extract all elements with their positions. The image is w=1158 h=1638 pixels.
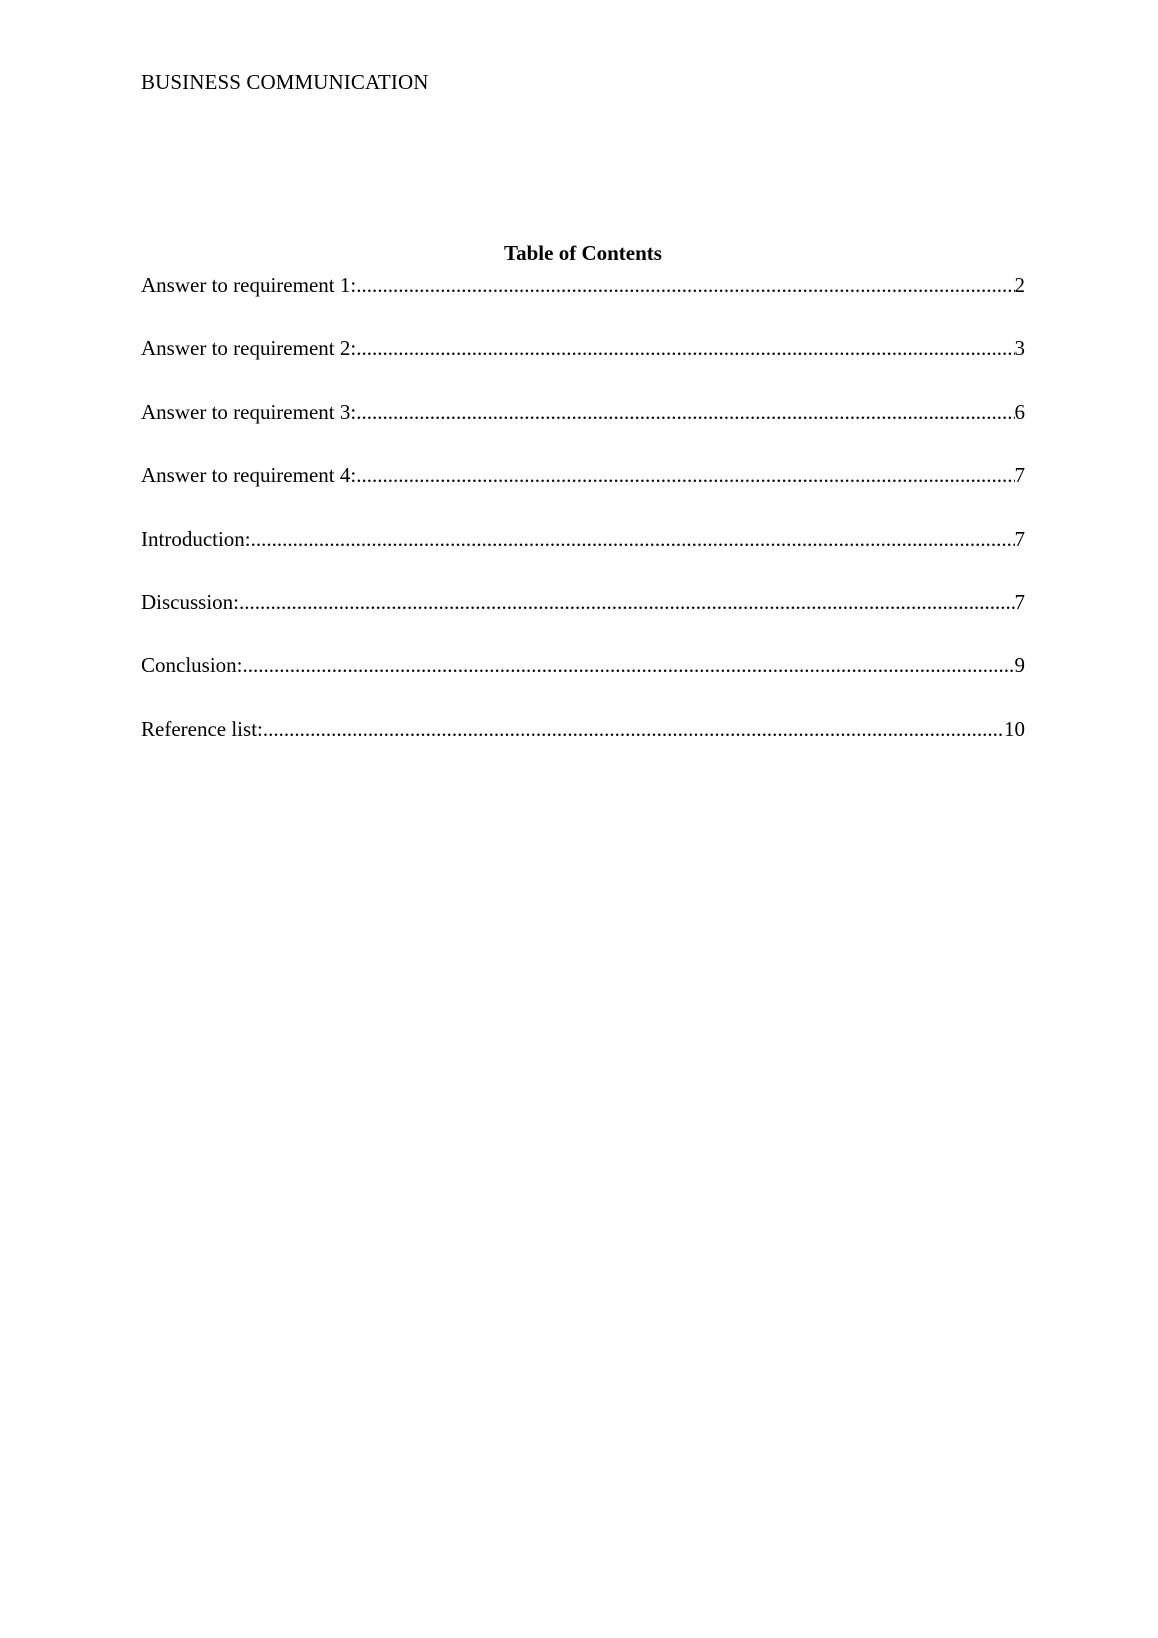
running-header: BUSINESS COMMUNICATION — [141, 70, 429, 94]
toc-entry-label: Conclusion: — [141, 653, 243, 678]
dot-leader — [243, 652, 1015, 678]
toc-entry[interactable] — [141, 399, 1025, 462]
dot-leader — [356, 462, 1014, 488]
toc-entry-label: Answer to requirement 2: — [141, 336, 357, 361]
toc-entry[interactable] — [141, 272, 1025, 335]
dot-leader — [356, 335, 1014, 361]
toc-entry-label: Answer to requirement 1: — [141, 273, 357, 297]
toc-entry-label: Answer to requirement 3: — [141, 399, 357, 424]
toc-entry-label: Answer to requirement 4: — [141, 463, 357, 488]
toc-entry-page: 7 — [1014, 589, 1025, 614]
toc-entry-label: Reference list: — [141, 716, 263, 741]
toc-entry-page: 6 — [1014, 399, 1025, 424]
toc-entry[interactable] — [141, 335, 1025, 398]
toc-entry-page: 9 — [1014, 653, 1025, 678]
toc-entry-page: 2 — [1014, 273, 1025, 297]
dot-leader — [356, 399, 1014, 425]
dot-leader — [356, 272, 1014, 298]
dot-leader — [263, 716, 1004, 742]
toc-entry-page: 7 — [1014, 463, 1025, 488]
toc-entry-page: 10 — [1004, 716, 1025, 741]
toc-entry-label: Introduction: — [141, 526, 251, 551]
toc-entry-label: Discussion: — [141, 589, 240, 614]
toc-entry[interactable] — [141, 462, 1025, 525]
dot-leader — [251, 526, 1015, 552]
toc-entry[interactable] — [141, 589, 1025, 652]
table-of-contents — [141, 272, 1025, 779]
toc-entry[interactable] — [141, 716, 1025, 779]
toc-entry-page: 3 — [1014, 336, 1025, 361]
toc-title: Table of Contents — [504, 241, 662, 265]
toc-entry-page: 7 — [1014, 526, 1025, 551]
dot-leader — [239, 589, 1014, 615]
toc-entry[interactable] — [141, 652, 1025, 715]
toc-entry[interactable] — [141, 526, 1025, 589]
